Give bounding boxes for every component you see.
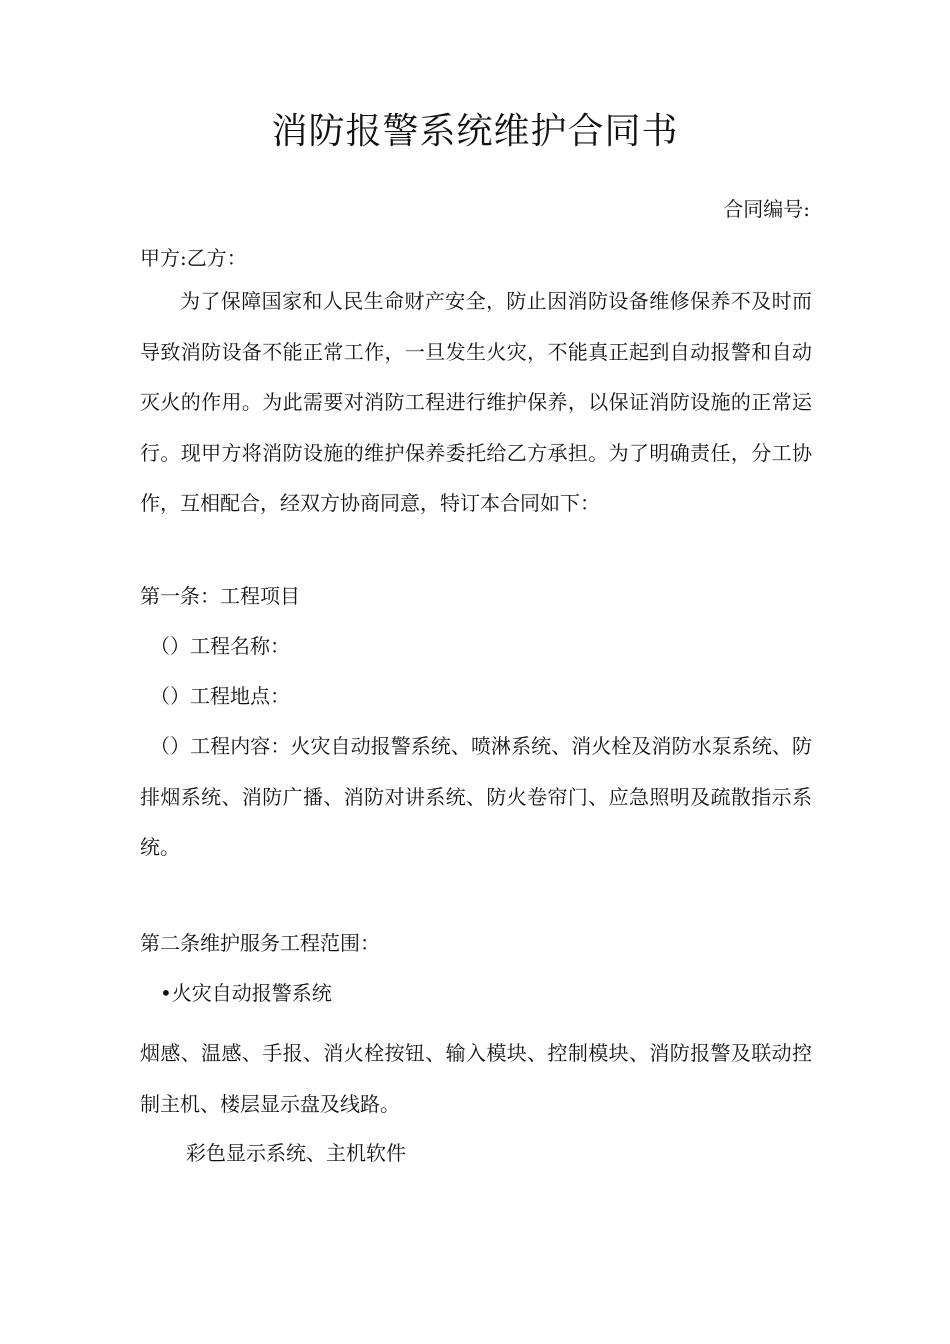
article-2-sub-item: 彩色显示系统、主机软件 (186, 1141, 406, 1165)
document-title: 消防报警系统维护合同书 (271, 111, 679, 152)
contract-number-label: 合同编号: (723, 197, 810, 221)
article-1-item-name: （）工程名称： (150, 634, 290, 658)
article-1-item-content: （）工程内容：火灾自动报警系统、喷淋系统、消火栓及消防水泵系统、防排烟系统、消防广播、消防对讲系统、防火卷帘门、应急照明及疏散指示系统。 (140, 734, 812, 859)
parties-line: 甲方:乙方： (140, 246, 247, 270)
intro-paragraph: 为了保障国家和人民生命财产安全，防止因消防设备维修保养不及时而导致消防设备不能正常工作，一旦发生火灾，不能真正起到自动报警和自动灭火的作用。为此需要对消防工程进行维护保养，以保证消防设施的正常运行。现甲方将消防设施的维护保养委托给乙方承担。为了明确责任，分工协作，互相配合，经双方协商同意，特订本合同如下： (140, 289, 812, 515)
article-1-item-location: （）工程地点： (150, 684, 290, 708)
article-1-heading: 第一条：工程项目 (140, 584, 300, 608)
article-2-heading: 第二条维护服务工程范围： (140, 931, 380, 955)
article-2-bullet: •火灾自动报警系统 (160, 981, 332, 1005)
article-2-detail: 烟感、温感、手报、消火栓按钮、输入模块、控制模块、消防报警及联动控制主机、楼层显示盘及线路。 (140, 1041, 812, 1116)
